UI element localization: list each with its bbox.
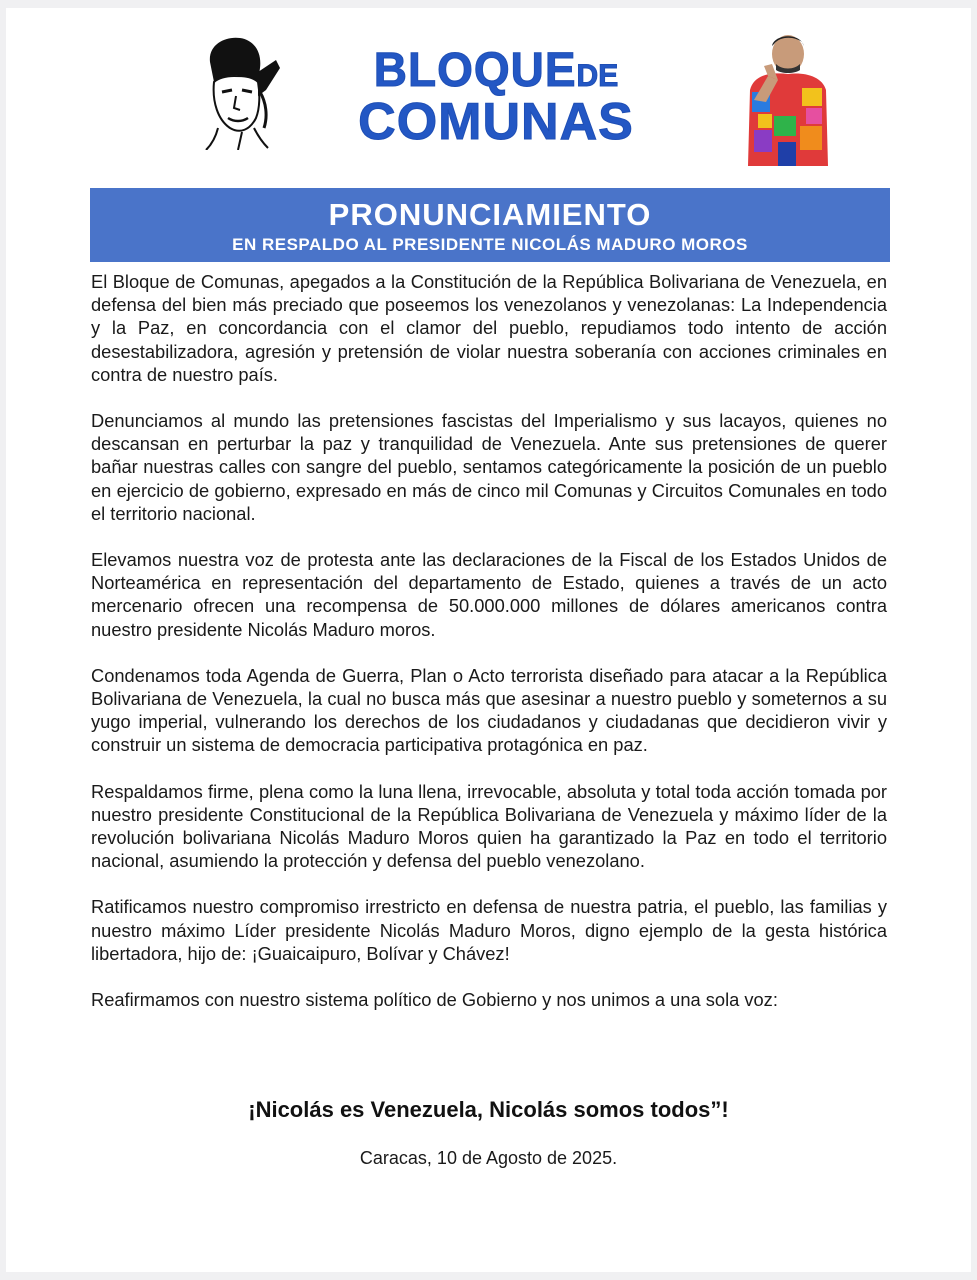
logo-word-comunas: COMUNAS (358, 93, 634, 151)
document-title: PRONUNCIAMIENTO (328, 197, 652, 232)
paragraph: Reafirmamos con nuestro sistema político de Gobierno y nos unimos a una sola voz: (91, 989, 778, 1011)
paragraph: Condenamos toda Agenda de Guerra, Plan o Acto terrorista diseñado para atacar a la República Bolivariana de Venezuela, la cual no busca más que asesinar a nuestro pueblo y someternos a su yugo imperial, vulnerando los derechos de los ciudadanos y ciudadanas que decidieron vivir y construir un sistema de democracia participativa protagónica en paz. (91, 664, 887, 756)
paragraph: Respaldamos firme, plena como la luna llena, irrevocable, absoluta y total toda acción tomada por nuestro presidente Constitucional de la República Bolivariana de Venezuela y máximo líder de la revolución bolivariana Nicolás Maduro Moros quien ha garantizado la Paz en todo el territorio nacional, asumiendo la protección y defensa del pueblo venezolano. (91, 780, 887, 872)
logo-word-de: DE (576, 58, 619, 94)
letterhead (6, 8, 971, 188)
document-page (6, 8, 971, 1272)
bloque-de-comunas-logo (336, 41, 656, 156)
title-banner (90, 188, 890, 262)
logo-word-bloque: BLOQUE (373, 41, 577, 97)
statement-body (91, 270, 887, 1034)
clapping-figure-icon (744, 30, 830, 166)
document-subtitle: EN RESPALDO AL PRESIDENTE NICOLÁS MADURO MOROS (232, 235, 748, 254)
saluting-portrait-icon (196, 32, 280, 150)
place-and-date: Caracas, 10 de Agosto de 2025. (359, 1148, 618, 1168)
closing-slogan: ¡Nicolás es Venezuela, Nicolás somos todos”! (248, 1097, 729, 1122)
paragraph: Ratificamos nuestro compromiso irrestricto en defensa de nuestra patria, el pueblo, las familias y nuestro máximo Líder presidente Nicolás Maduro Moros, digno ejemplo de la gesta histórica libertadora, hijo de: ¡Guaicaipuro, Bolívar y Chávez! (91, 896, 887, 964)
paragraph: El Bloque de Comunas, apegados a la Constitución de la República Bolivariana de Venezuela, en defensa del bien más preciado que poseemos los venezolanos y venezolanas: La Independencia y la Paz, en concordancia con el clamor del pueblo, repudiamos todo intento de acción desestabilizadora, agresión y pretensión de violar nuestra soberanía con acciones criminales en contra de nuestro país. (91, 271, 887, 385)
paragraph: Elevamos nuestra voz de protesta ante las declaraciones de la Fiscal de los Estados Unidos de Norteamérica en representación del departamento de Estado, quienes a través de un acto mercenario ofrecen una recompensa de 50.000.000 millones de dólares americanos contra nuestro presidente Nicolás Maduro moros. (91, 549, 887, 640)
paragraph: Denunciamos al mundo las pretensiones fascistas del Imperialismo y sus lacayos, quienes no descansan en perturbar la paz y tranquilidad de Venezuela. Ante sus pretensiones de querer bañar nuestras calles con sangre del pueblo, sentamos categóricamente la posición de un pueblo en ejercicio de gobierno, expresado en más de cinco mil Comunas y Circuitos Comunales en todo el territorio nacional. (91, 410, 887, 524)
